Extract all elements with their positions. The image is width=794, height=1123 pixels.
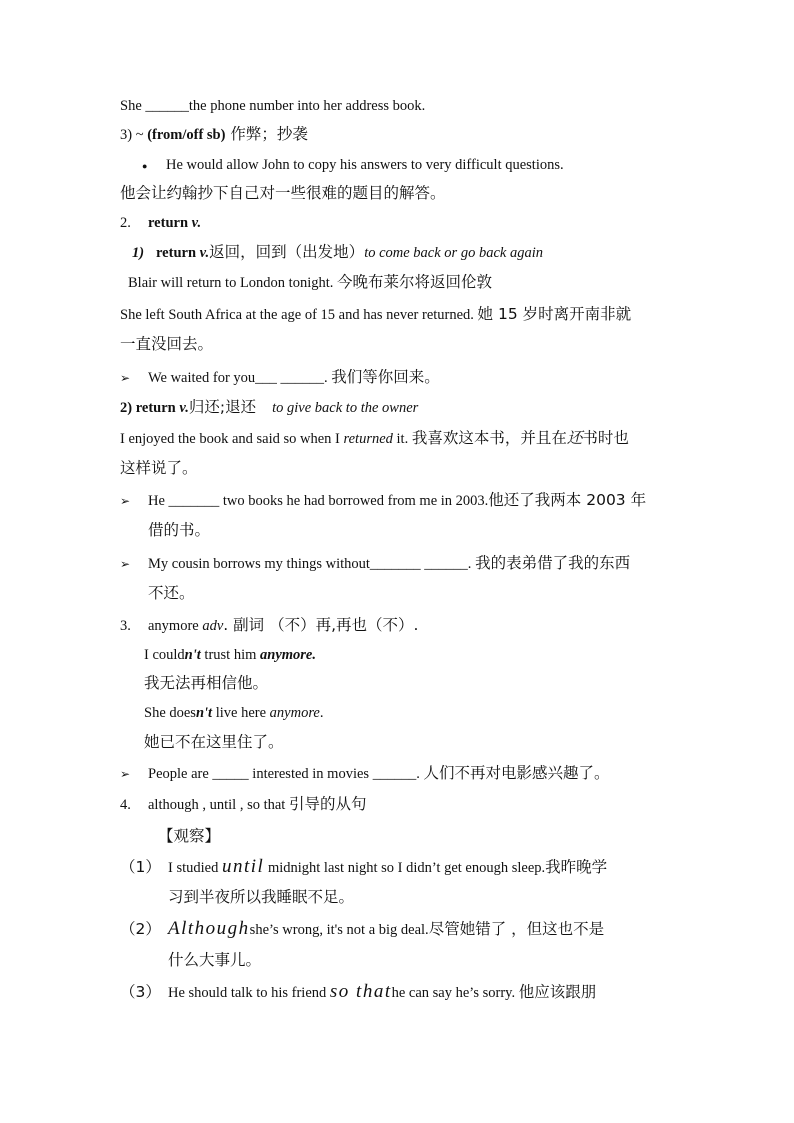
observe-heading: 【观察】 [158,827,221,845]
arrow-bullet-icon: ➢ [120,371,131,385]
example-line: She doesn't live here anymore. [144,705,324,721]
exercise-line: ➢ We waited for you___ ______. 我们等你回来。 [120,368,440,386]
arrow-bullet-icon: ➢ [120,494,131,508]
example-line: （3） He should talk to his friend so thathe can say he’s sorry. 他应该跟朋 [120,981,597,1002]
example-line: ● He would allow John to copy his answers to very difficult questions. [142,155,564,176]
translation-line: 一直没回去。 [120,335,214,353]
arrow-bullet-icon: ➢ [120,557,131,571]
definition-heading: 3) ~ (from/off sb) 作弊；抄袭 [120,125,308,143]
section-heading: 3. anymore adv. 副词 （不）再,再也（不）. [120,616,419,634]
translation-line: 借的书。 [148,521,211,539]
section-heading: 4. although , until , so that 引导的从句 [120,795,367,813]
translation-line: 他会让约翰抄下自己对一些很难的题目的解答。 [120,184,446,202]
translation-line: 不还。 [148,584,195,602]
example-line: I couldn't trust him anymore. [144,647,316,663]
subsection-heading: 1) return v.返回，回到（出发地）to come back or go back again [132,243,543,261]
exercise-line: ➢ He _______ two books he had borrowed from me in 2003.他还了我两本 2003 年 [120,491,647,509]
subsection-heading: 2) return v.归还;退还 to give back to the owner [120,398,419,416]
section-heading: 2. return v. [120,215,202,231]
example-line: I enjoyed the book and said so when I returned it. 我喜欢这本书，并且在还书时也 [120,429,629,447]
exercise-line: She ______the phone number into her address book. [120,98,426,114]
translation-line: 这样说了。 [120,459,198,477]
example-line: Blair will return to London tonight. 今晚布莱尔将返回伦敦 [128,273,493,291]
bullet-dot-icon: ● [142,161,148,171]
translation-line: 她已不在这里住了。 [144,733,284,751]
arrow-bullet-icon: ➢ [120,767,131,781]
translation-line: 什么大事儿。 [168,951,262,969]
example-line: （1） I studied until midnight last night so I didn’t get enough sleep.我昨晚学 [120,856,608,877]
example-line: （2） Althoughshe’s wrong, it's not a big deal.尽管她错了 ，但这也不是 [120,918,605,939]
translation-line: 我无法再相信他。 [144,674,269,692]
exercise-line: ➢ People are _____ interested in movies ______. 人们不再对电影感兴趣了。 [120,764,610,782]
translation-line: 习到半夜所以我睡眠不足。 [168,888,355,906]
exercise-line: ➢ My cousin borrows my things without_______ ______. 我的表弟借了我的东西 [120,554,631,572]
example-line: She left South Africa at the age of 15 and has never returned. 她 15 岁时离开南非就 [120,305,632,323]
